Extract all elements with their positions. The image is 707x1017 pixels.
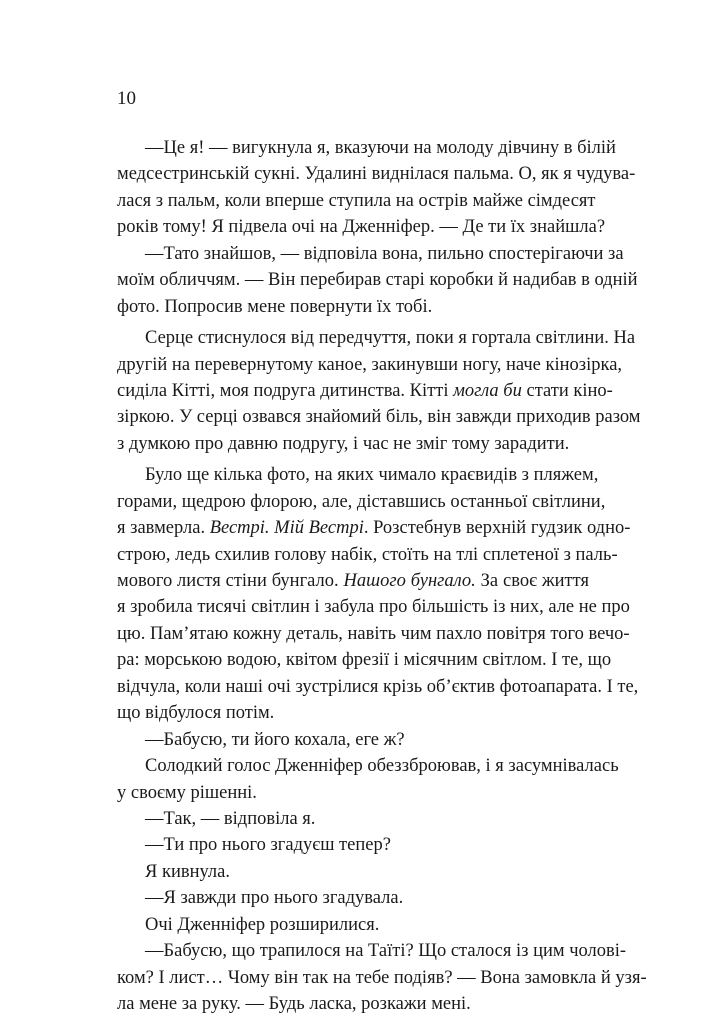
italic-text: могла би: [453, 380, 522, 401]
text-line: —Так, — відповіла я.: [145, 808, 316, 829]
body-text: [117, 135, 647, 1017]
text-line: ла мене за руку. — Будь ласка, розкажи мені.: [117, 994, 471, 1014]
text-line: [117, 515, 631, 541]
text-span: я завмерла.: [117, 518, 210, 539]
text-span: стати кіно-: [521, 380, 613, 401]
text-span: За своє життя: [475, 571, 589, 591]
text-line: відчула, коли наші очі зустрілися крізь об’єктив фотоапарата. І те,: [117, 676, 639, 697]
text-line: [117, 568, 589, 594]
text-line: лася з пальм, коли вперше ступила на острів майже сімдесят: [117, 190, 596, 211]
italic-text: Нашого бунгало.: [343, 571, 476, 591]
text-line: з думкою про давню подругу, і час не зміг тому зарадити.: [117, 433, 570, 454]
text-line: —Тато знайшов, — відповіла вона, пильно спостерігаючи за: [145, 243, 624, 264]
text-line: у своєму рішенні.: [117, 782, 257, 803]
text-line: [117, 378, 613, 404]
page-number: 10: [117, 88, 136, 109]
text-line: —Я завжди про нього згадувала.: [145, 888, 404, 909]
text-line: Очі Дженніфер розширилися.: [145, 914, 380, 935]
text-line: Серце стиснулося від передчуття, поки я гортала світлини. На: [145, 328, 636, 349]
text-span: мового листя стіни бунгало.: [117, 571, 344, 591]
text-line: Солодкий голос Дженніфер обеззброював, і я засумнівалась: [145, 756, 619, 777]
text-line: горами, щедрою флорою, але, діставшись останньої світлини,: [117, 491, 606, 512]
text-line: другій на перевернутому каное, закинувши ногу, наче кінозірка,: [117, 354, 623, 375]
text-line: —Бабусю, що трапилося на Таїті? Що сталося із цим чолові-: [145, 941, 627, 962]
text-span: сиділа Кітті, моя подруга дитинства. Кітті: [117, 380, 454, 401]
text-line: строю, ледь схилив голову набік, стоїть на тлі сплетеної з паль-: [117, 544, 618, 565]
text-line: що відбулося потім.: [117, 703, 275, 724]
text-line: —Це я! — вигукнула я, вказуючи на молоду дівчину в білій: [145, 138, 616, 158]
text-line: —Бабусю, ти його кохала, еге ж?: [145, 729, 405, 750]
text-line: ком? І лист… Чому він так на тебе подіяв? — Вона замовкла й узя-: [117, 967, 647, 988]
text-line: років тому! Я підвела очі на Дженніфер. — Де ти їх знайшла?: [117, 217, 606, 238]
text-line: цю. Пам’ятаю кожну деталь, навіть чим пахло повітря того вечо-: [117, 623, 630, 644]
text-line: медсестринській сукні. Удалині виднілася пальма. О, як я чудува-: [117, 164, 636, 185]
italic-text: Вестрі. Мій Вестрі: [209, 518, 364, 539]
text-line: фото. Попросив мене повернути їх тобі.: [117, 296, 433, 317]
text-line: ра: морською водою, квітом фрезії і місячним світлом. І те, що: [117, 650, 612, 671]
text-line: я зробила тисячі світлин і забула про більшість із них, але не про: [117, 597, 630, 618]
text-line: зіркою. У серці озвався знайомий біль, він завжди приходив разом: [117, 407, 641, 428]
text-line: Я кивнула.: [145, 861, 230, 882]
text-span: . Розстебнув верхній гудзик одно-: [363, 518, 631, 539]
text-line: моїм обличчям. — Він перебирав старі коробки й надибав в одній: [117, 270, 638, 291]
text-line: —Ти про нього згадуєш тепер?: [145, 835, 391, 856]
text-line: Було ще кілька фото, на яких чимало краєвидів з пляжем,: [145, 465, 599, 486]
